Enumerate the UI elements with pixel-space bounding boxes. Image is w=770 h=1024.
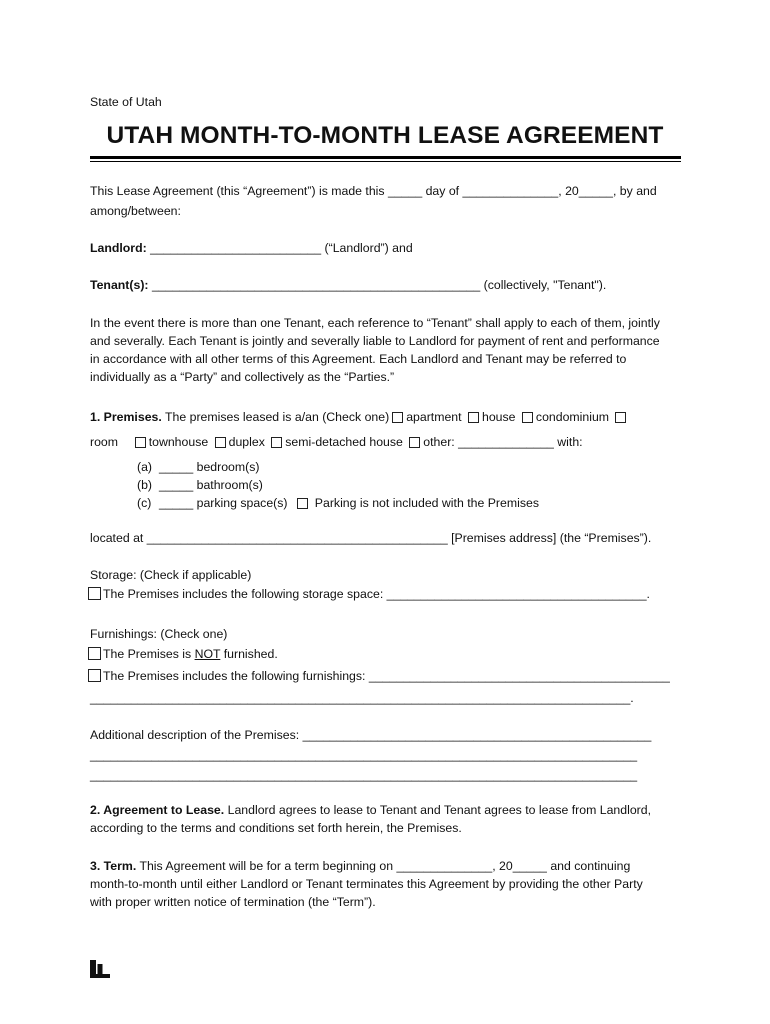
- item-c-row: [159, 495, 539, 511]
- tenant-field[interactable]: ________________________________________________ (collectively, "Tenant").: [148, 278, 607, 292]
- item-c-letter: (c): [137, 496, 152, 510]
- furnishings-option-1-not: NOT: [194, 647, 221, 661]
- document-title: UTAH MONTH-TO-MONTH LEASE AGREEMENT: [106, 122, 664, 149]
- room-checkbox[interactable]: [615, 412, 626, 423]
- apartment-checkbox[interactable]: [392, 412, 403, 423]
- agreement-heading: 2. Agreement to Lease.: [90, 803, 225, 817]
- landlord-field[interactable]: _________________________ (“Landlord”) and: [146, 241, 413, 255]
- duplex-label: duplex: [228, 435, 265, 449]
- intro-line-2: among/between:: [90, 204, 181, 218]
- tenant-label: Tenant(s):: [90, 278, 149, 292]
- item-a-letter: (a): [137, 460, 153, 474]
- agreement-text-1: Landlord agrees to lease to Tenant and Tenant agrees to lease from Landlord,: [224, 803, 652, 817]
- item-b-letter: (b): [137, 478, 153, 492]
- term-line-2: month-to-month until either Landlord or Tenant terminates this Agreement by providing the other Party: [90, 877, 643, 891]
- furnished-checkbox[interactable]: [88, 669, 101, 682]
- parking-not-included-label: Parking is not included with the Premises: [314, 496, 539, 510]
- storage-option-text: The Premises includes the following storage space: ______________________________________.: [103, 587, 650, 601]
- premises-intro: The premises leased is a/an (Check one): [165, 410, 390, 424]
- furnishings-heading: Furnishings: (Check one): [90, 627, 228, 641]
- condominium-checkbox[interactable]: [522, 412, 533, 423]
- furnishings-option-2-row: [88, 668, 670, 684]
- agreement-line-1: [90, 802, 651, 818]
- semi-detached-label: semi-detached house: [285, 435, 403, 449]
- multi-tenant-line-1: In the event there is more than one Tenant, each reference to “Tenant” shall apply to each of them, jointly: [90, 316, 660, 330]
- multi-tenant-line-4: individually as a “Party” and collectively as the “Parties.”: [90, 370, 395, 384]
- storage-checkbox[interactable]: [88, 587, 101, 600]
- term-line-1: [90, 858, 630, 874]
- semi-detached-checkbox[interactable]: [271, 437, 282, 448]
- storage-heading: Storage: (Check if applicable): [90, 568, 252, 582]
- premises-row-1: [90, 409, 629, 425]
- item-b-text: _____ bathroom(s): [159, 478, 263, 492]
- furnishings-option-1-row: [88, 646, 278, 662]
- intro-line-1: This Lease Agreement (this “Agreement”) is made this _____ day of ______________, 20_____, by and: [90, 184, 657, 198]
- agreement-line-2: according to the terms and conditions set forth herein, the Premises.: [90, 821, 462, 835]
- furnishings-continuation: _______________________________________________________________________________.: [90, 691, 634, 705]
- landlord-label: Landlord:: [90, 241, 147, 255]
- tenant-line: [90, 277, 606, 293]
- townhouse-checkbox[interactable]: [135, 437, 146, 448]
- furnishings-option-2-text: The Premises includes the following furnishings: ____________________________________________: [103, 669, 670, 683]
- title-rule-thin: [90, 161, 681, 162]
- additional-line-2: ________________________________________________________________________________: [90, 748, 638, 762]
- term-heading: 3. Term.: [90, 859, 137, 873]
- condominium-label: condominium: [535, 410, 610, 424]
- title-rule-thick: [90, 156, 681, 159]
- apartment-label: apartment: [406, 410, 462, 424]
- storage-option-row: [88, 586, 650, 602]
- item-a-text: _____ bedroom(s): [159, 460, 260, 474]
- room-label: room: [90, 435, 119, 449]
- parking-not-included-checkbox[interactable]: [297, 498, 308, 509]
- house-checkbox[interactable]: [468, 412, 479, 423]
- furnishings-option-1-pre: The Premises is: [103, 647, 195, 661]
- house-label: house: [481, 410, 516, 424]
- other-checkbox[interactable]: [409, 437, 420, 448]
- other-label: other: ______________ with:: [423, 435, 583, 449]
- term-line-3: with proper written notice of termination (the “Term”).: [90, 895, 376, 909]
- multi-tenant-line-3: in accordance with all other terms of this Agreement. Each Landlord and Tenant may be referred to: [90, 352, 627, 366]
- multi-tenant-line-2: and severally. Each Tenant is jointly and severally liable to Landlord for payment of rent and performance: [90, 334, 660, 348]
- additional-line-1: Additional description of the Premises: ___________________________________________________: [90, 728, 652, 742]
- item-c-text: _____ parking space(s): [159, 496, 288, 510]
- furnishings-option-1-post: furnished.: [220, 647, 278, 661]
- not-furnished-checkbox[interactable]: [88, 647, 101, 660]
- term-text-1: This Agreement will be for a term beginning on ______________, 20_____ and continuing: [136, 859, 631, 873]
- landlord-line: [90, 240, 413, 256]
- legal-templates-logo-icon: [90, 960, 110, 978]
- townhouse-label: townhouse: [148, 435, 209, 449]
- state-label: State of Utah: [90, 95, 162, 109]
- duplex-checkbox[interactable]: [215, 437, 226, 448]
- additional-line-3: ________________________________________________________________________________: [90, 768, 638, 782]
- premises-row-2: [90, 434, 583, 450]
- located-at-line: located at ____________________________________________ [Premises address] (the “Premises”).: [90, 531, 652, 545]
- premises-heading: 1. Premises.: [90, 410, 162, 424]
